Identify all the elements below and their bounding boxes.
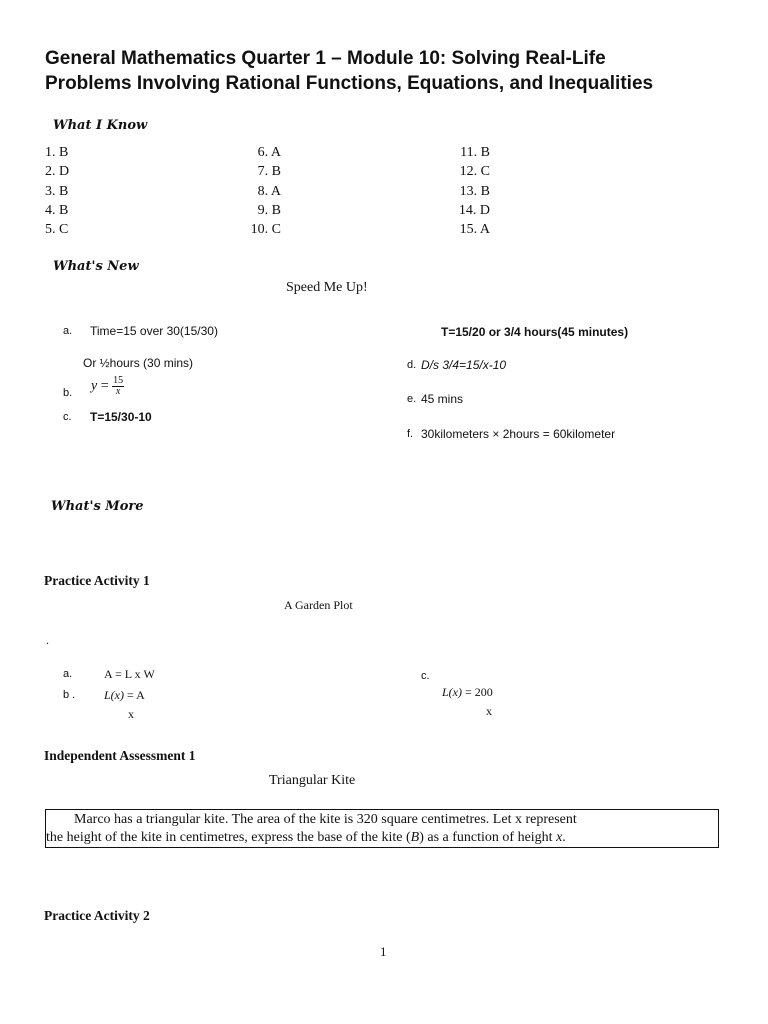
variable-b: B: [410, 830, 420, 845]
item-a-label: a.: [63, 325, 73, 337]
answer-item: 6. A: [257, 145, 281, 160]
whats-more-heading: What's More: [51, 499, 144, 514]
answer-item: 2. D: [45, 164, 70, 180]
item-c-text: T=15/30-10: [90, 410, 152, 424]
practice-activity-2-heading: Practice Activity 2: [44, 908, 150, 923]
answer-item: 9. B: [257, 202, 281, 218]
pa1-item-b-denominator: x: [128, 707, 134, 721]
problem-line-2-period: .: [562, 830, 566, 845]
garden-plot-subtitle: A Garden Plot: [284, 598, 353, 612]
fraction-denominator: x: [115, 386, 121, 397]
problem-line-2-part-c: ) as a function of height: [419, 830, 557, 845]
answer-item: 4. B: [45, 202, 69, 218]
answers-column-3: [450, 143, 490, 239]
whats-new-heading: What's New: [53, 259, 139, 274]
what-i-know-heading: What I Know: [53, 118, 148, 133]
pa1-item-b-label: b .: [63, 689, 76, 701]
pa1-item-c-denominator: x: [486, 704, 492, 718]
page-title: [45, 46, 653, 96]
item-d-text: D/s 3/4=15/x-10: [421, 358, 507, 372]
answers-column-1: [45, 143, 69, 239]
independent-assessment-1-heading: Independent Assessment 1: [44, 748, 196, 763]
item-f-text: 30kilometers × 2hours = 60kilometer: [421, 427, 616, 441]
title-line-2: Problems Involving Rational Functions, Equations, and Inequalities: [45, 73, 654, 94]
pa1-item-c-label: c.: [421, 670, 430, 682]
variable-x: x: [556, 830, 563, 845]
item-b-label: b.: [63, 387, 73, 399]
pa1-item-b-equation: [104, 688, 145, 703]
function-l-of-x: L(x): [442, 685, 462, 699]
equation-rhs: = A: [127, 688, 145, 702]
answer-item: 3. B: [45, 183, 69, 199]
pa1-item-c-equation: [442, 685, 493, 700]
item-e-label: e.: [407, 393, 417, 405]
problem-line-1: Marco has a triangular kite. The area of the kite is 320 square centimetres. Let x represent: [74, 812, 577, 827]
answer-item: 12. C: [459, 164, 490, 180]
problem-box: [45, 809, 719, 848]
item-c-label: c.: [63, 411, 72, 423]
item-e-text: 45 mins: [421, 392, 464, 406]
fraction-numerator: 15: [113, 375, 124, 386]
answer-item: 8. A: [257, 183, 281, 199]
pa1-item-a-text: A = L x W: [104, 667, 155, 681]
answer-item: 13. B: [459, 183, 490, 199]
problem-line-2: [46, 829, 566, 847]
answer-item: 14. D: [458, 202, 490, 218]
answer-item: 15. A: [459, 222, 490, 238]
pa1-item-a-label: a.: [63, 668, 73, 680]
speed-me-up-subtitle: Speed Me Up!: [286, 280, 368, 295]
var-y: y: [91, 378, 98, 394]
problem-line-2-part-a: the height of the kite in centimetres, express the base of the kite (: [46, 830, 411, 845]
answer-item: 1. B: [45, 145, 69, 160]
answer-item: 10. C: [250, 222, 281, 238]
answer-item: 7. B: [257, 164, 281, 180]
fraction: [112, 376, 124, 397]
title-line-1: General Mathematics Quarter 1 – Module 10: Solving Real-Life: [45, 48, 606, 69]
equation-rhs: = 200: [465, 685, 493, 699]
answers-column-2: [245, 143, 281, 239]
triangular-kite-subtitle: Triangular Kite: [269, 773, 356, 788]
item-b-equation: [91, 376, 124, 397]
item-a-text: Time=15 over 30(15/30): [90, 324, 218, 338]
right-top-answer: T=15/20 or 3/4 hours(45 minutes): [441, 325, 629, 339]
answer-item: 11. B: [460, 145, 490, 160]
stray-dot: .: [46, 633, 49, 647]
answer-item: 5. C: [45, 222, 69, 238]
item-d-label: d.: [407, 359, 417, 371]
item-a-text-2: Or ½hours (30 mins): [83, 356, 194, 370]
practice-activity-1-heading: Practice Activity 1: [44, 573, 150, 588]
function-l-of-x: L(x): [104, 688, 124, 702]
item-f-label: f.: [407, 428, 414, 440]
page-number: 1: [380, 944, 387, 959]
equals-sign: =: [100, 378, 109, 394]
